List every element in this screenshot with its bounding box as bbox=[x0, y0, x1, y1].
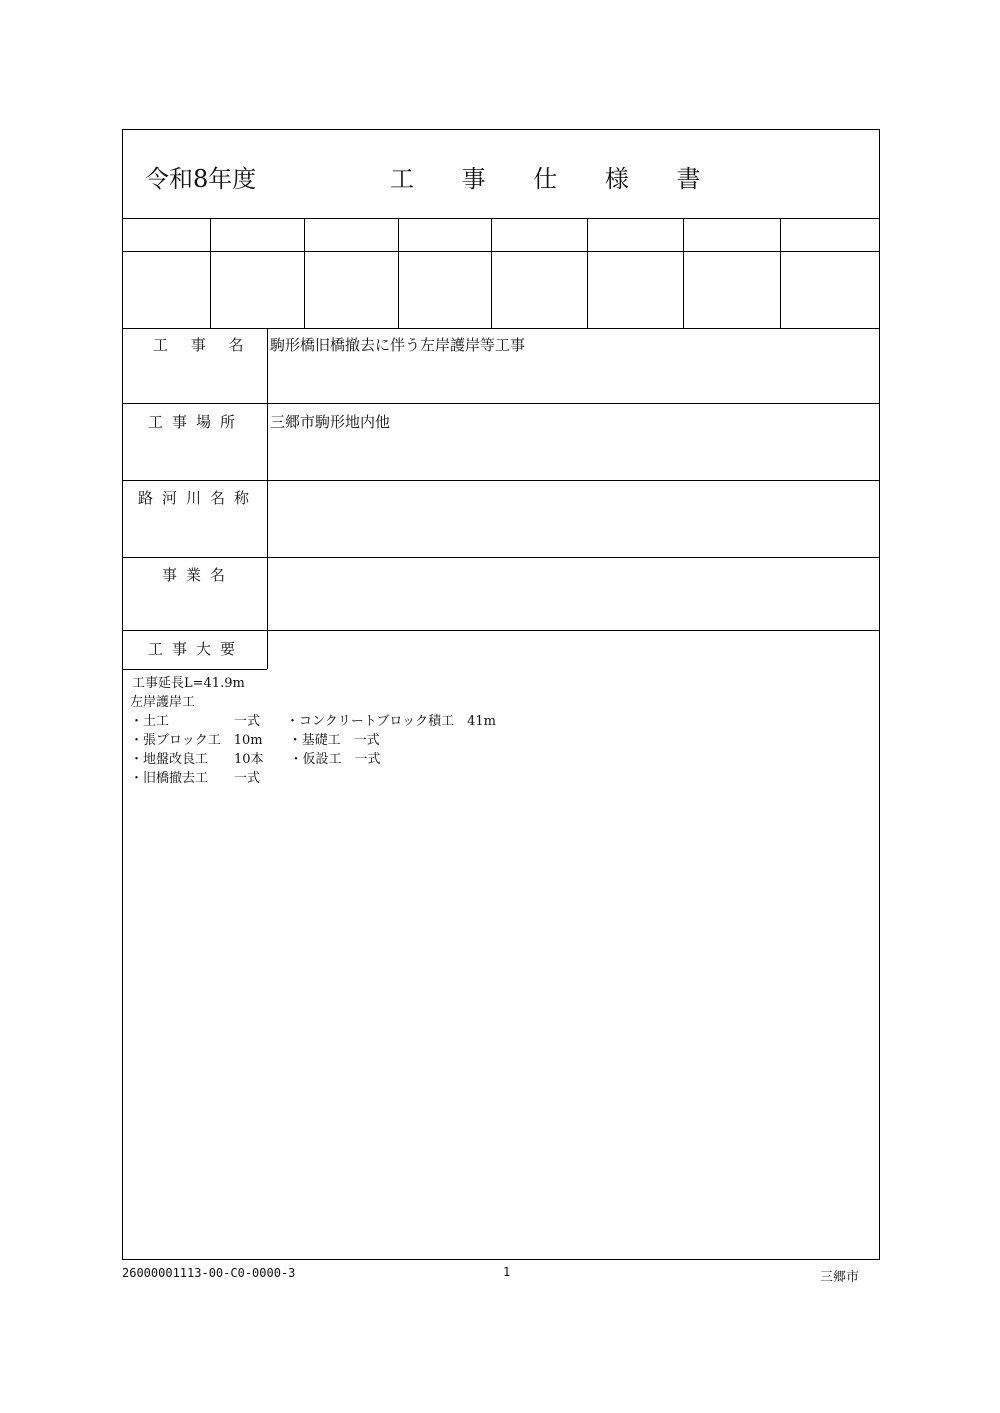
field-label-road-river-name: 路河川名称 bbox=[138, 489, 259, 507]
grid-divider bbox=[304, 218, 305, 328]
grid-divider bbox=[398, 218, 399, 328]
summary-label-bottom bbox=[122, 669, 267, 670]
row-divider bbox=[122, 480, 880, 481]
field-label-construction-site: 工事場所 bbox=[148, 413, 245, 431]
issuing-city: 三郷市 bbox=[820, 1270, 860, 1285]
document-title: 工 事 仕 様 書 bbox=[390, 165, 721, 193]
grid-bottom-line bbox=[122, 328, 880, 329]
row-divider bbox=[122, 557, 880, 558]
grid-divider bbox=[210, 218, 211, 328]
row-divider bbox=[122, 630, 880, 631]
fiscal-year: 令和8年度 bbox=[145, 165, 257, 193]
grid-divider bbox=[683, 218, 684, 328]
page-number: 1 bbox=[503, 1265, 511, 1279]
summary-line: 工事延長L=41.9m bbox=[132, 676, 245, 691]
label-column-divider bbox=[267, 328, 268, 669]
summary-line: ・張ブロック工 10m ・基礎工 一式 bbox=[130, 733, 380, 748]
grid-divider bbox=[491, 218, 492, 328]
field-label-project-name: 事業名 bbox=[162, 566, 235, 584]
field-label-construction-summary: 工事大要 bbox=[148, 640, 245, 658]
field-label-construction-name: 工 事 名 bbox=[153, 336, 253, 354]
summary-line: ・土工 一式 ・コンクリートブロック積工 41m bbox=[130, 714, 496, 729]
summary-line: 左岸護岸工 bbox=[130, 695, 196, 710]
document-code: 26000001113-00-C0-0000-3 bbox=[122, 1266, 296, 1280]
summary-line: ・旧橋撤去工 一式 bbox=[130, 771, 261, 786]
field-value-construction-site: 三郷市駒形地内他 bbox=[270, 413, 391, 431]
grid-mid-line bbox=[122, 251, 880, 252]
field-value-construction-name: 駒形橋旧橋撤去に伴う左岸護岸等工事 bbox=[270, 336, 526, 354]
spec-sheet-frame bbox=[122, 129, 880, 1260]
grid-top-line bbox=[122, 218, 880, 219]
grid-divider bbox=[587, 218, 588, 328]
grid-divider bbox=[780, 218, 781, 328]
row-divider bbox=[122, 403, 880, 404]
summary-line: ・地盤改良工 10本 ・仮設工 一式 bbox=[130, 752, 381, 767]
